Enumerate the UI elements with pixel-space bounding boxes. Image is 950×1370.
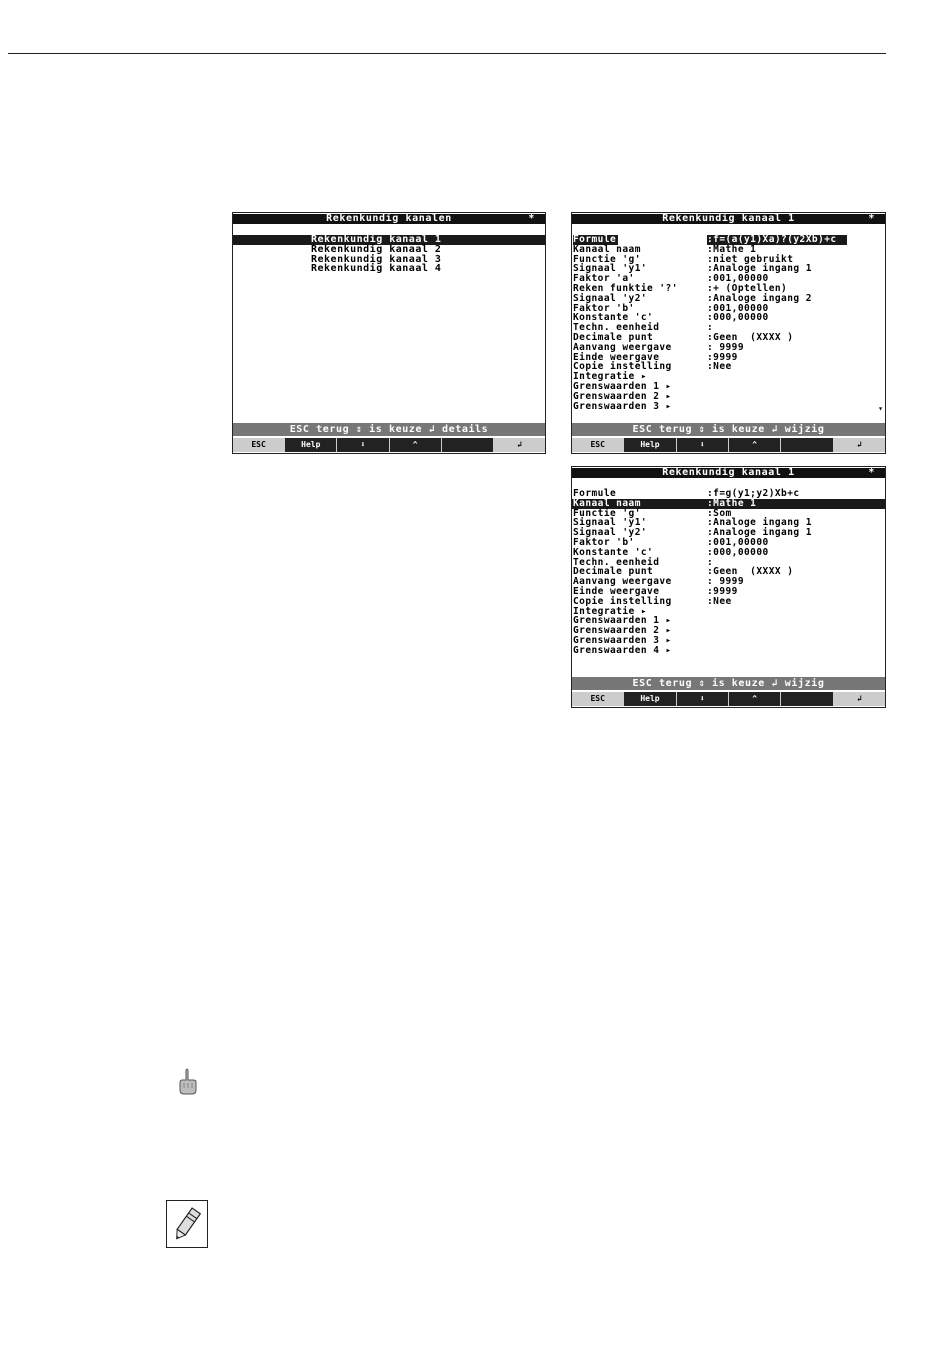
- parameter-label: Reken funktie '?': [573, 282, 678, 294]
- parameter-value: :Geen (XXXX ): [707, 331, 794, 343]
- parameter-label: Techn. eenheid: [573, 556, 660, 568]
- parameter-list: [572, 235, 885, 411]
- screen-title-bar: [572, 468, 885, 478]
- parameter-label: Grenswaarden 1 ▸: [573, 615, 672, 627]
- parameter-value: :Analoge ingang 1: [707, 527, 812, 539]
- parameter-label: Formule: [573, 234, 617, 245]
- soft-key-button[interactable]: ESC: [572, 692, 624, 706]
- soft-key-button[interactable]: [781, 438, 833, 452]
- menu-item[interactable]: Rekenkundig kanaal 4: [311, 263, 442, 275]
- parameter-label: Signaal 'y2': [573, 292, 648, 304]
- parameter-value: :Analoge ingang 1: [707, 263, 812, 275]
- parameter-label: Faktor 'b': [573, 302, 635, 314]
- soft-key-button[interactable]: ⬇: [337, 438, 389, 452]
- parameter-label: Grenswaarden 4 ▸: [573, 644, 672, 656]
- parameter-value: :Nee: [707, 595, 732, 607]
- parameter-value: :: [707, 322, 714, 334]
- parameter-value: :Nee: [707, 361, 732, 373]
- header-rule: [8, 53, 886, 54]
- soft-key-button[interactable]: ↲: [494, 438, 545, 452]
- parameter-label: Faktor 'b': [573, 536, 635, 548]
- menu-item[interactable]: Rekenkundig kanaal 3: [311, 253, 442, 265]
- parameter-label: Faktor 'a': [573, 273, 635, 285]
- parameter-label: Grenswaarden 3 ▸: [573, 634, 672, 646]
- soft-key-button[interactable]: [781, 692, 833, 706]
- parameter-value: :Mathe 1: [707, 497, 757, 509]
- soft-key-button[interactable]: Help: [285, 438, 337, 452]
- parameter-label: Einde weergave: [573, 351, 660, 363]
- screen-title: Rekenkundig kanaal 1: [662, 467, 795, 478]
- soft-key-button[interactable]: ⬇: [677, 692, 729, 706]
- status-star-icon: *: [868, 467, 875, 478]
- note-box: [166, 1200, 208, 1248]
- screen-title-bar: [233, 214, 545, 224]
- parameter-label: Grenswaarden 1 ▸: [573, 380, 672, 392]
- status-star-icon: *: [868, 213, 875, 224]
- parameter-label: Functie 'g': [573, 507, 641, 519]
- parameter-row[interactable]: [572, 402, 885, 412]
- soft-key-button[interactable]: Help: [624, 692, 676, 706]
- soft-key-button[interactable]: ↲: [834, 692, 885, 706]
- parameter-label: Integratie ▸: [573, 371, 648, 383]
- menu-item[interactable]: Rekenkundig kanaal 2: [311, 243, 442, 255]
- parameter-value: :001,00000: [707, 536, 769, 548]
- soft-key-bar: [572, 438, 885, 452]
- status-bar: ESC terug ⇕ is keuze ↲ wijzig: [572, 423, 885, 436]
- screen-rekenkundig-kanalen: [232, 212, 546, 454]
- parameter-value: :9999: [707, 585, 738, 597]
- parameter-label: Konstante 'c': [573, 312, 654, 324]
- parameter-label: Konstante 'c': [573, 546, 654, 558]
- screen-title: Rekenkundig kanalen: [326, 213, 452, 224]
- menu-item[interactable]: Rekenkundig kanaal 1: [233, 235, 545, 245]
- status-bar: ESC terug ⇕ is keuze ↲ details: [233, 423, 545, 436]
- parameter-row[interactable]: [572, 646, 885, 656]
- parameter-value: :+ (Optellen): [707, 282, 788, 294]
- status-bar: ESC terug ⇕ is keuze ↲ wijzig: [572, 677, 885, 690]
- parameter-value: : 9999: [707, 576, 745, 588]
- soft-key-bar: [233, 438, 545, 452]
- parameter-label: Kanaal naam: [573, 497, 641, 509]
- pencil-note-icon: [167, 1201, 207, 1247]
- soft-key-button[interactable]: Help: [624, 438, 676, 452]
- parameter-value: :Mathe 1: [707, 243, 757, 255]
- parameter-label: Integratie ▸: [573, 605, 648, 617]
- parameter-value: : 9999: [707, 341, 745, 353]
- status-star-icon: *: [528, 213, 535, 224]
- parameter-value: :: [707, 556, 714, 568]
- parameter-label: Grenswaarden 3 ▸: [573, 400, 672, 412]
- parameter-value: :niet gebruikt: [707, 253, 794, 265]
- parameter-value: :000,00000: [707, 546, 769, 558]
- parameter-value: :Analoge ingang 2: [707, 292, 812, 304]
- parameter-label: Signaal 'y1': [573, 517, 648, 529]
- soft-key-button[interactable]: ^: [729, 692, 781, 706]
- screen-title: Rekenkundig kanaal 1: [662, 213, 795, 224]
- parameter-value: :Som: [707, 507, 732, 519]
- parameter-label: Decimale punt: [573, 331, 654, 343]
- scroll-down-icon: ▾: [878, 404, 883, 413]
- pointing-finger-icon: [178, 1068, 198, 1096]
- parameter-label: Kanaal naam: [573, 243, 641, 255]
- soft-key-button[interactable]: ↲: [834, 438, 885, 452]
- parameter-value: :f=g(y1;y2)Xb+c: [707, 488, 800, 499]
- parameter-list: [572, 489, 885, 656]
- soft-key-button[interactable]: ^: [390, 438, 442, 452]
- soft-key-button[interactable]: ESC: [572, 438, 624, 452]
- soft-key-button[interactable]: ESC: [233, 438, 285, 452]
- parameter-label: Aanvang weergave: [573, 341, 672, 353]
- screen-rekenkundig-kanaal-1-a: [571, 212, 886, 454]
- parameter-label: Grenswaarden 2 ▸: [573, 625, 672, 637]
- menu-list: [233, 235, 545, 274]
- parameter-label: Formule: [573, 488, 617, 499]
- soft-key-button[interactable]: [442, 438, 494, 452]
- parameter-value: :001,00000: [707, 273, 769, 285]
- parameter-value: :001,00000: [707, 302, 769, 314]
- soft-key-button[interactable]: ⬇: [677, 438, 729, 452]
- parameter-value: :Geen (XXXX ): [707, 566, 794, 578]
- parameter-value: :Analoge ingang 1: [707, 517, 812, 529]
- soft-key-bar: [572, 692, 885, 706]
- parameter-value: :000,00000: [707, 312, 769, 324]
- parameter-label: Einde weergave: [573, 585, 660, 597]
- screen-title-bar: [572, 214, 885, 224]
- parameter-label: Signaal 'y2': [573, 527, 648, 539]
- parameter-label: Functie 'g': [573, 253, 641, 265]
- parameter-label: Decimale punt: [573, 566, 654, 578]
- parameter-value: :f=(a(y1)Xa)?(y2Xb)+c: [707, 235, 847, 245]
- parameter-label: Copie instelling: [573, 361, 672, 373]
- parameter-value: :9999: [707, 351, 738, 363]
- soft-key-button[interactable]: ^: [729, 438, 781, 452]
- screen-rekenkundig-kanaal-1-b: [571, 466, 886, 708]
- parameter-label: Grenswaarden 2 ▸: [573, 390, 672, 402]
- parameter-label: Copie instelling: [573, 595, 672, 607]
- parameter-label: Signaal 'y1': [573, 263, 648, 275]
- parameter-label: Aanvang weergave: [573, 576, 672, 588]
- parameter-label: Techn. eenheid: [573, 322, 660, 334]
